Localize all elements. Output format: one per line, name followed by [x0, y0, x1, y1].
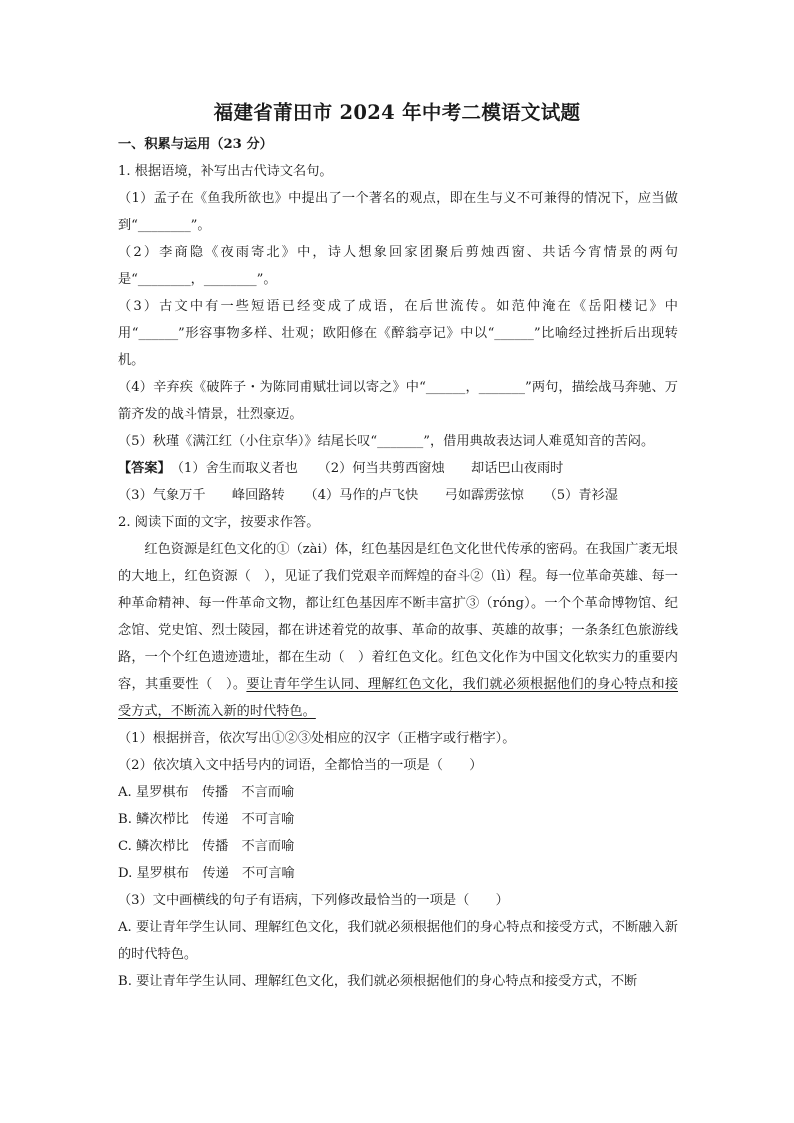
- underlined-sentence: 要让青年学生认同、理解红色文化，我们就必须根据他们的身心特点和接受方式，不断流入新的时代特色。: [118, 677, 679, 719]
- sub-3-option-a: A. 要让青年学生认同、理解红色文化，我们就必须根据他们的身心特点和接受方式，不断融入新的时代特色。: [118, 920, 678, 962]
- answer-line-2: （3）气象万千 峰回路转 （4）马作的卢飞快 弓如霹雳弦惊 （5）青衫湿: [118, 488, 618, 503]
- question-1-part-2: （2）李商隐《夜雨寄北》中，诗人想象回家团聚后剪烛西窗、共话今宵情景的两句是“________，________”。: [118, 245, 678, 287]
- sub-3-option-b: B. 要让青年学生认同、理解红色文化，我们就必须根据他们的身心特点和接受方式，不断: [118, 974, 638, 989]
- question-2-sub-2: （2）依次填入文中括号内的词语，全都恰当的一项是（ ）: [118, 758, 483, 773]
- question-1-part-1: （1）孟子在《鱼我所欲也》中提出了一个著名的观点，即在生与义不可兼得的情况下，应当做到“________”。: [118, 191, 678, 233]
- question-1-part-3: （3）古文中有一些短语已经变成了成语，在后世流传。如范仲淹在《岳阳楼记》中用“______”形容事物多样、壮观；欧阳修在《醉翁亭记》中以“______”比喻经过挫折后出现转机。: [118, 299, 678, 368]
- option-c: C. 鳞次栉比 传播 不言而喻: [118, 839, 295, 854]
- answer-line-1: [118, 455, 678, 482]
- answer-label: 【答案】: [118, 461, 171, 476]
- document-title: 福建省莆田市 2024 年中考二模语文试题: [213, 101, 581, 124]
- section-heading: 一、积累与运用（23 分）: [118, 137, 273, 152]
- question-1-part-4: （4）辛弃疾《破阵子・为陈同甫赋壮词以寄之》中“______，_______”两句，描绘战马奔驰、万箭齐发的战斗情景，壮烈豪迈。: [118, 380, 678, 422]
- question-1-stem: 1. 根据语境，补写出古代诗文名句。: [118, 164, 333, 179]
- option-d: D. 星罗棋布 传递 不可言喻: [118, 866, 295, 881]
- option-b: B. 鳞次栉比 传递 不可言喻: [118, 812, 295, 827]
- question-2-sub-3: （3）文中画横线的句子有语病，下列修改最恰当的一项是（ ）: [118, 893, 509, 908]
- question-1-part-5: （5）秋瑾《满江红（小住京华）》结尾长叹“_______”，借用典故表达词人难觅知音的苦闷。: [118, 434, 655, 449]
- answer-text-1: （1）舍生而取义者也 （2）何当共剪西窗烛 却话巴山夜雨时: [170, 461, 564, 476]
- question-2-stem: 2. 阅读下面的文字，按要求作答。: [118, 515, 320, 530]
- option-a: A. 星罗棋布 传播 不言而喻: [118, 785, 295, 800]
- document-body: [118, 131, 678, 995]
- question-2-sub-1: （1）根据拼音，依次写出①②③处相应的汉字（正楷字或行楷字）。: [118, 731, 516, 746]
- passage-text: 红色资源是红色文化的①（zài）体，红色基因是红色文化世代传承的密码。在我国广袤无垠的大地上，红色资源（ ），见证了我们党艰辛而辉煌的奋斗②（lì）程。每一位革命英雄、每一种革命精神、每一件革命文物，都让红色基因库不断丰富扩③（róng）。一个个革命博物馆、纪念馆、党史馆、烈士陵园，都在讲述着党的故事、革命的故事、英雄的故事；一条条红色旅游线路，一个个红色遗迹遗址，都在生动（ ）着红色文化。红色文化作为中国文化软实力的重要内容，其重要性（ ）。: [118, 542, 678, 692]
- question-2-passage: [118, 536, 678, 725]
